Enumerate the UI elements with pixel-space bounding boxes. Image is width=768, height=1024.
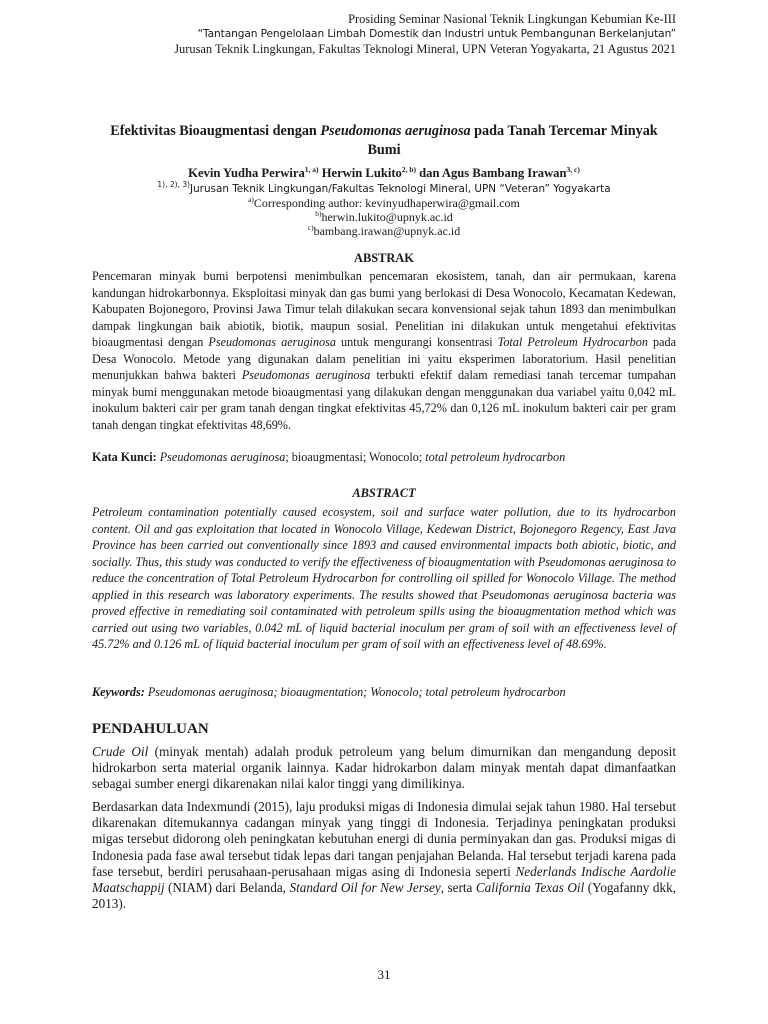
p2-text-d: (Yogafanny dkk, 2013). <box>92 880 676 912</box>
p2-italic-2: Standard Oil for New Jersey <box>289 880 441 896</box>
abstrak-italic-1: Pseudomonas aeruginosa <box>208 335 336 349</box>
page-number: 31 <box>377 967 391 982</box>
keywords-label: Keywords: <box>92 685 145 699</box>
header-conference-name: Prosiding Seminar Nasional Teknik Lingkungan Kebumian Ke-III <box>348 12 676 26</box>
p1-text: (minyak mentah) adalah produk petroleum yang belum dimurnikan dan mengandung deposit hidrokarbon serta material organik lainnya. Kadar hidrokarbon dalam minyak mentah dapat dimanfaatkan sebagai sumber energi dikarenakan nilai kalor tinggi yang dimilikinya. <box>92 744 676 792</box>
abstrak-body <box>92 268 676 433</box>
author-3-sup: 3, c) <box>566 165 580 174</box>
kata-kunci-label: Kata Kunci: <box>92 450 157 464</box>
author-3: dan Agus Bambang Irawan <box>416 166 567 180</box>
abstrak-heading: ABSTRAK <box>354 251 414 265</box>
author-2-sup: 2, b) <box>401 165 416 174</box>
pendahuluan-paragraph-2 <box>92 799 676 912</box>
email-b-sup: b) <box>315 209 322 218</box>
email-b-text: herwin.lukito@upnyk.ac.id <box>321 210 453 224</box>
abstrak-text-1: Pencemaran minyak bumi berpotensi menimbulkan pencemaran ekosistem, tanah, dan air permukaan, karena kandungan hidrokarbonnya. Eksploitasi minyak dan gas bumi yang berlokasi di Desa Wonocolo, Kecamatan Kedewan, Kabupaten Bojonegoro, Provinsi Jawa Timur telah dilakukan secara konvensional sejak tahun 1893 dan menimbulkan dampak lingkungan baik abiotik, biotik, maupun sosial. Penelitian ini dilakukan untuk mengetahui efektivitas bioaugmentasi dengan <box>92 269 676 349</box>
email-c-text: bambang.irawan@upnyk.ac.id <box>313 224 461 238</box>
affiliation-text: Jurusan Teknik Lingkungan/Fakultas Teknologi Mineral, UPN “Veteran” Yogyakarta <box>190 183 611 195</box>
p1-italic: Crude Oil <box>92 744 149 759</box>
author-list <box>92 166 676 181</box>
kata-kunci-2: ; bioaugmentasi; Wonocolo; <box>285 450 426 464</box>
kata-kunci-3: total petroleum hydrocarbon <box>425 450 566 464</box>
title-species: Pseudomonas aeruginosa <box>320 123 471 139</box>
p2-text-c: , serta <box>440 880 476 896</box>
affiliation-sup: 1), 2), 3) <box>157 180 191 189</box>
abstrak-italic-2: Total Petroleum Hydrocarbon <box>497 335 648 349</box>
abstrak-text-4: terbukti efektif dalam remediasi tanah tercemar tumpahan minyak bumi menggunakan metode bioaugmentasi yang dilakukan dengan menggunakan dua variabel yaitu 0,042 mL inokulum bakteri cair per gram tanah dengan tingkat efektivitas 45,72% dan 0,126 mL inokulum bakteri cair per gram tanah dengan tingkat efektivitas 48,69%. <box>92 368 676 432</box>
pendahuluan-paragraph-1 <box>92 744 676 793</box>
title-text-1: Efektivitas Bioaugmentasi dengan <box>110 123 321 139</box>
header-theme: “Tantangan Pengelolaan Limbah Domestik dan Industri untuk Pembangunan Berkelanjutan” <box>197 28 676 40</box>
abstract-heading: ABSTRACT <box>352 486 416 500</box>
keywords <box>92 684 676 701</box>
abstract-body: Petroleum contamination potentially caused ecosystem, soil and surface water pollution, due to its hydrocarbon content. Oil and gas exploitation that located in Wonocolo Village, Kedewan District, Bojonegoro Regency, East Java Province has been carried out conventionally since 1893 and caused environmental impacts both abiotic, biotic, and socially. Thus, this study was conducted to verify the effectiveness of bioaugmentation with Pseudomonas aeruginosa to reduce the concentration of Total Petroleum Hydrocarbon for controlling oil spilled for Wonocolo Village. The method applied in this research was laboratory experiments. The results showed that Pseudomonas aeruginosa bacteria was proved effective in remediating soil contaminated with petroleum spills using the bioaugmentation method which was carried out using two variables, 0.042 mL of liquid bacterial inoculum per gram of soil with an effectiveness level of 45.72% and 0.126 mL of liquid bacterial inoculum per gram of soil with an effectiveness level of 48.69%. <box>92 505 676 651</box>
affiliation <box>92 182 676 196</box>
pendahuluan-heading: PENDAHULUAN <box>92 721 209 737</box>
p2-text-a: Berdasarkan data Indexmundi (2015), laju produksi migas di Indonesia dimulai sejak tahun 1980. Hal tersebut dikarenakan ditemukannya cadangan minyak yang tinggi di Indonesia. Terjadinya peningkatan produksi migas tersebut didorong oleh peningkatan kebutuhan energi di dunia perminyakan dan gas. Produksi migas di Indonesia pada fase awal tersebut tidak lepas dari tangan penjajahan Belanda. Hal tersebut terjadi karena pada fase tersebut, berdiri perusahaan-perusahaan migas asing di Indonesia seperti <box>92 799 676 879</box>
author-1: Kevin Yudha Perwira <box>188 166 305 180</box>
p2-text-b: (NIAM) dari Belanda, <box>164 880 290 896</box>
p2-italic-1: Nederlands Indische Aardolie Maatschappij <box>92 863 676 896</box>
author-1-sup: 1, a) <box>304 165 319 174</box>
email-c <box>92 224 676 238</box>
abstrak-text-2: untuk mengurangi konsentrasi <box>335 335 498 349</box>
corresponding-sup: a) <box>248 195 254 204</box>
corresponding-text: Corresponding author: kevinyudhaperwira@gmail.com <box>253 196 520 210</box>
abstrak-text-3: pada Desa Wonocolo. Metode yang digunakan dalam penelitian ini yaitu eksperimen laboratorium. Hasil penelitian menunjukkan bahwa bakteri <box>92 335 676 382</box>
author-2: Herwin Lukito <box>318 166 402 180</box>
kata-kunci-1: Pseudomonas aeruginosa <box>156 450 286 464</box>
paper-title <box>92 122 676 160</box>
email-c-sup: c) <box>307 223 314 232</box>
email-b <box>92 210 676 224</box>
title-text-2: pada Tanah Tercemar Minyak Bumi <box>367 123 658 158</box>
keywords-text: Pseudomonas aeruginosa; bioaugmentation; Wonocolo; total petroleum hydrocarbon <box>144 685 566 699</box>
abstrak-italic-3: Pseudomonas aeruginosa <box>241 368 371 382</box>
corresponding-author <box>92 196 676 210</box>
header-host-date: Jurusan Teknik Lingkungan, Fakultas Teknologi Mineral, UPN Veteran Yogyakarta, 21 Agustus 2021 <box>174 42 676 56</box>
p2-italic-3: California Texas Oil <box>475 880 585 896</box>
kata-kunci <box>92 449 676 466</box>
